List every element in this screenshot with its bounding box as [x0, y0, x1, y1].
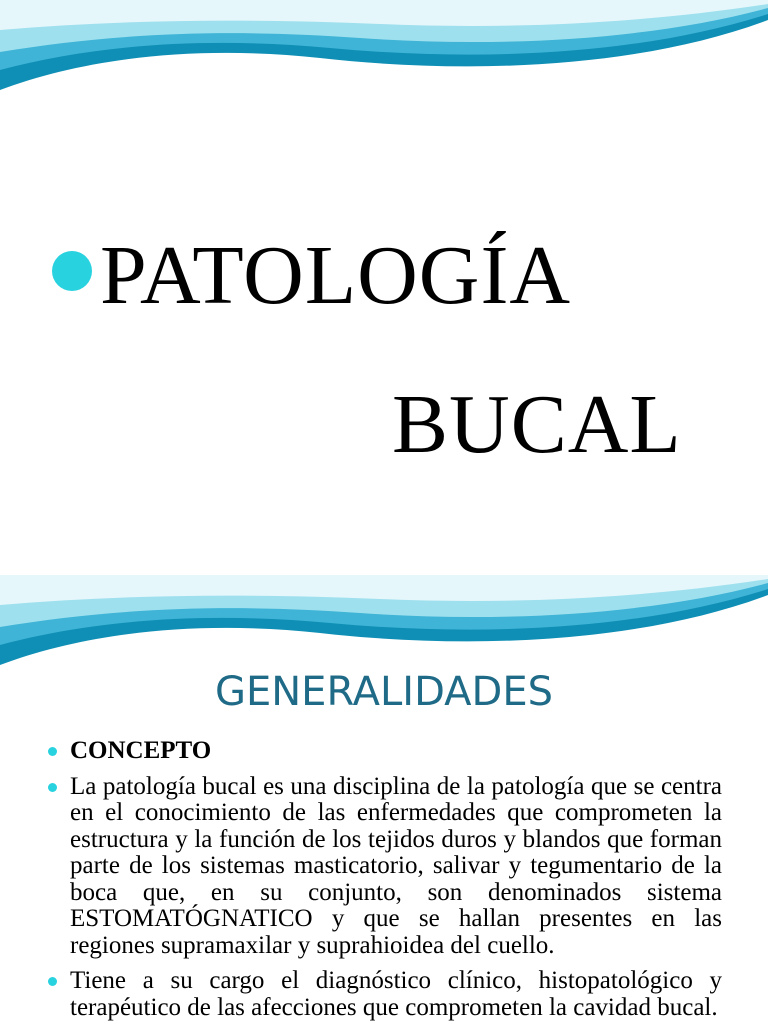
- section-heading: GENERALIDADES: [214, 669, 553, 715]
- bullet-text: La patología bucal es una disciplina de la patología que se centra en el conocimiento de las enfermedades que comprometen la estructura y la función de los tejidos duros y blandos que forman parte de los sistemas masticatorio, salivar y tegumentario de la boca que, en su conjunto, son denominados sistema ESTOMATÓGNATICO y que se hallan presentes en las regiones supramaxilar y suprahioidea del cuello.: [70, 772, 722, 959]
- slide-title-line-1: PATOLOGÍA: [100, 229, 572, 322]
- bullet-list: [48, 738, 722, 1024]
- circle-bullet-icon: [48, 747, 57, 756]
- bullet-text: Tiene a su cargo el diagnóstico clínico, histopatológico y terapéutico de las afecciones que comprometen la cavidad bucal.: [70, 967, 722, 1021]
- circle-bullet-icon: [52, 251, 92, 291]
- circle-bullet-icon: [48, 783, 57, 792]
- circle-bullet-icon: [48, 977, 57, 986]
- slide-title-line-2: BUCAL: [392, 378, 682, 471]
- wave-decoration: [0, 0, 768, 90]
- list-item: [48, 738, 722, 765]
- wave-decoration: [0, 575, 768, 665]
- list-item: [48, 968, 722, 1021]
- list-item: [48, 774, 722, 960]
- content-slide: [0, 575, 768, 1024]
- bullet-text: CONCEPTO: [70, 737, 212, 764]
